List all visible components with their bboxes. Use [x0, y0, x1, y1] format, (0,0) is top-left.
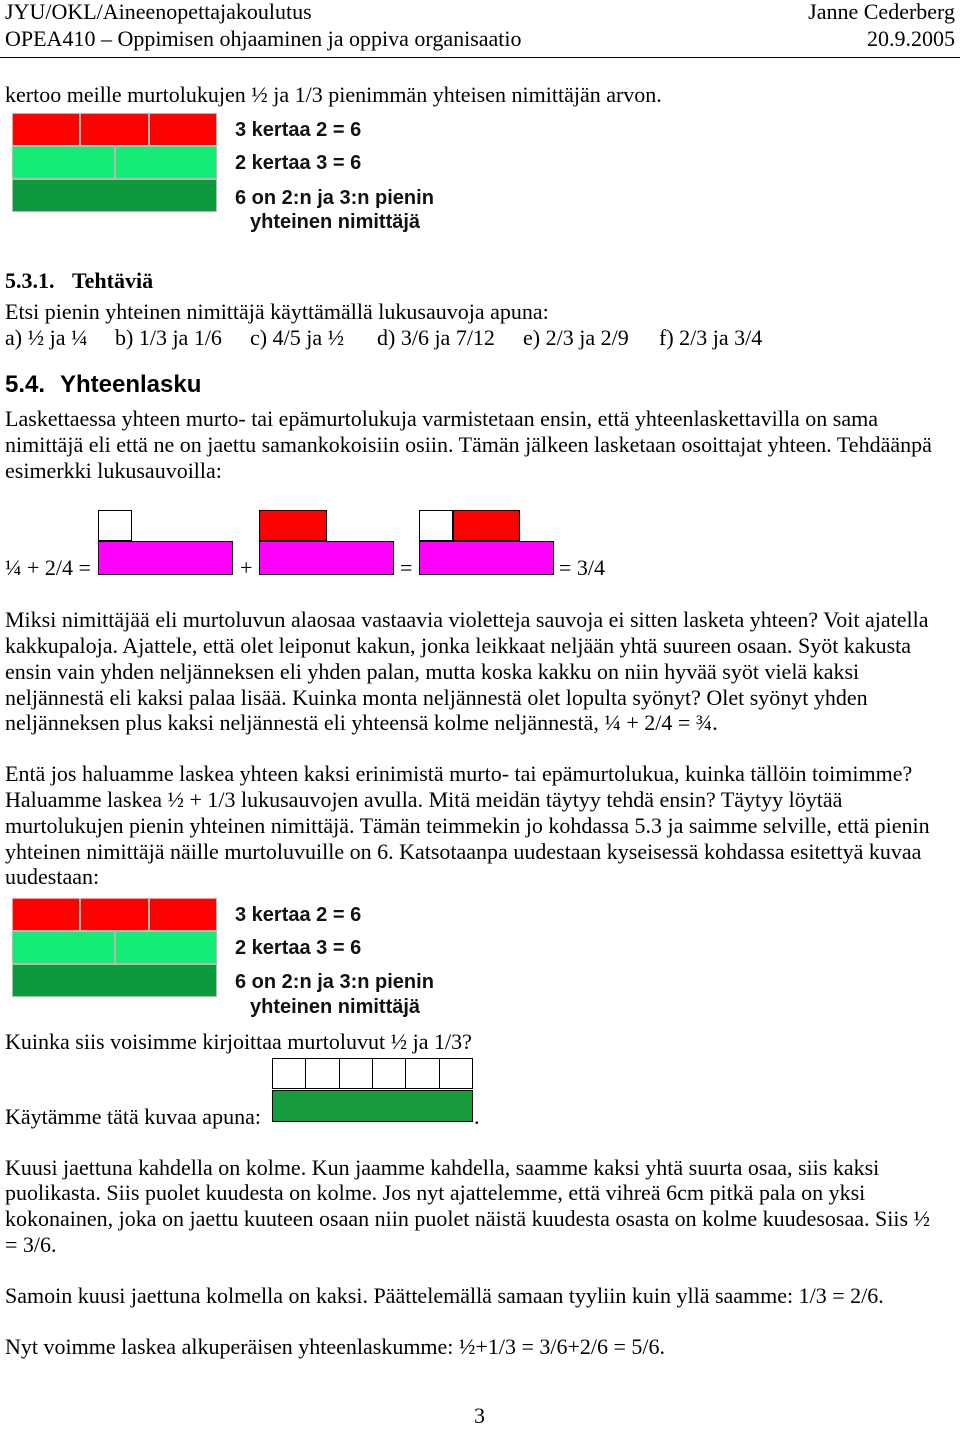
denominator-rod	[419, 541, 554, 575]
paragraph-line: neljännestä eli kaksi palaa lisää. Kuinka monta neljännestä olet lopulta syönyt? Olet syönyt yhden	[5, 685, 868, 710]
whole-rod	[272, 1090, 473, 1122]
sixth-cell	[439, 1058, 473, 1089]
question-line: Kuinka siis voisimme kirjoittaa murtoluvut ½ ja 1/3?	[5, 1029, 472, 1054]
lcd-label: yhteinen nimittäjä	[250, 996, 421, 1018]
numerator-row	[419, 510, 555, 541]
numerator-rod	[259, 510, 327, 541]
header-rule	[0, 57, 960, 58]
denominator-rod	[259, 541, 394, 575]
numerator-rod	[419, 510, 453, 541]
sixth-cell	[305, 1058, 339, 1089]
paragraph-line: Nyt voimme laskea alkuperäisen yhteenlaskumme: ½+1/3 = 3/6+2/6 = 5/6.	[5, 1334, 665, 1359]
lcd-label: 6 on 2:n ja 3:n pienin	[235, 971, 434, 993]
lcd-label: 6 on 2:n ja 3:n pienin	[235, 187, 434, 209]
paragraph-line: Samoin kuusi jaettuna kolmella on kaksi. Päättelemällä samaan tyyliin kuin yllä saamme: 1/3 = 2/6.	[5, 1283, 884, 1308]
section-title: Tehtäviä	[72, 268, 154, 293]
page-number: 3	[474, 1403, 485, 1428]
rod-row	[12, 113, 217, 146]
intro-line: kertoo meille murtolukujen ½ ja 1/3 pienimmän yhteisen nimittäjän arvon.	[5, 82, 662, 107]
sixth-cell	[405, 1058, 439, 1089]
numerator-rod	[98, 510, 132, 541]
equation-result: = 3/4	[559, 555, 606, 580]
fraction-rod-three-quarters	[419, 510, 555, 575]
header-institution: JYU/OKL/Aineenopettajakoulutus	[5, 0, 312, 24]
rod-segment	[12, 931, 115, 964]
exercise-item: b) 1/3 ja 1/6	[115, 325, 222, 350]
rod-segment	[80, 898, 148, 931]
paragraph-line: uudestaan:	[5, 864, 100, 889]
sixths-cell-row	[272, 1058, 473, 1089]
fraction-rod-two-quarters	[259, 510, 395, 575]
rod-segment	[115, 931, 218, 964]
numerator-row	[259, 510, 395, 541]
header-author: Janne Cederberg	[808, 0, 955, 24]
paragraph-line: = 3/6.	[5, 1232, 57, 1257]
fraction-rod-one-quarter	[98, 510, 234, 575]
fraction-rods	[12, 113, 217, 212]
rod-segment	[12, 898, 80, 931]
lcd-label: 3 kertaa 2 = 6	[235, 119, 362, 141]
equation-left: ¼ + 2/4 =	[5, 555, 91, 580]
equals-sign: =	[400, 555, 413, 580]
rod-row	[12, 964, 217, 997]
sixth-cell	[339, 1058, 373, 1089]
paragraph-line: ensin vain yhden neljänneksen eli yhden palan, mutta koska kakku on niin hyvää syöt vielä kaksi	[5, 659, 860, 684]
rod-segment	[149, 113, 217, 146]
section-number: 5.3.1.	[5, 268, 55, 293]
paragraph-line: Miksi nimittäjää eli murtoluvun alaosaa vastaavia violetteja sauvoja ei sitten lasketa yhteen? Voit ajatella	[5, 607, 929, 632]
paragraph-line: nimittäjä eli että ne on jaettu samankokoisiin osiin. Tämän jälkeen lasketaan osoittajat yhteen. Tehdäänpä	[5, 432, 932, 457]
lcd-label: 2 kertaa 3 = 6	[235, 152, 362, 174]
fraction-rods	[12, 898, 217, 997]
lcd-label: 3 kertaa 2 = 6	[235, 904, 362, 926]
exercise-item: a) ½ ja ¼	[5, 325, 88, 350]
exercise-item: e) 2/3 ja 2/9	[523, 325, 629, 350]
rod-segment	[12, 964, 217, 997]
header-date: 20.9.2005	[867, 26, 955, 51]
numerator-row	[98, 510, 234, 541]
rod-segment	[12, 146, 115, 179]
denominator-rod	[98, 541, 233, 575]
paragraph-line: puolikasta. Siis puolet kuudesta on kolme. Jos nyt ajattelemme, että vihreä 6cm pitkä pala on yksi	[5, 1180, 866, 1205]
exercise-item: d) 3/6 ja 7/12	[377, 325, 495, 350]
rod-segment	[12, 113, 80, 146]
paragraph-line: esimerkki lukusauvoilla:	[5, 458, 222, 483]
lcd-label: 2 kertaa 3 = 6	[235, 937, 362, 959]
section-number: 5.4.	[5, 371, 46, 398]
figure-trailing-period: .	[474, 1104, 480, 1129]
figure-intro: Käytämme tätä kuvaa apuna:	[5, 1104, 261, 1129]
rod-row	[12, 931, 217, 964]
paragraph-line: Entä jos haluamme laskea yhteen kaksi erinimistä murto- tai epämurtolukua, kuinka tällöin toimimme?	[5, 761, 913, 786]
rod-row	[12, 179, 217, 212]
section-title: Yhteenlasku	[60, 371, 202, 398]
paragraph-line: Haluamme laskea ½ + 1/3 lukusauvojen avulla. Mitä meidän täytyy tehdä ensin? Täytyy löytää	[5, 787, 843, 812]
paragraph-line: Laskettaessa yhteen murto- tai epämurtolukuja varmistetaan ensin, että yhteenlaskettavilla on sama	[5, 406, 878, 431]
rod-segment	[80, 113, 148, 146]
sixth-cell	[372, 1058, 406, 1089]
rod-row	[12, 898, 217, 931]
paragraph-line: kokonainen, joka on jaettu kuuteen osaan niin puolet näistä kuudesta osasta on kolme kuudesosaa. Siis ½	[5, 1206, 931, 1231]
paragraph-line: yhteinen nimittäjä näille murtoluvuille on 6. Katsotaanpa uudestaan kyseisessä kohdassa esitettyä kuvaa	[5, 839, 922, 864]
exercise-instruction: Etsi pienin yhteinen nimittäjä käyttämällä lukusauvoja apuna:	[5, 299, 549, 324]
rod-segment	[115, 146, 218, 179]
lcd-label: yhteinen nimittäjä	[250, 211, 421, 233]
exercise-item: c) 4/5 ja ½	[250, 325, 345, 350]
lcd-figure	[0, 113, 460, 235]
plus-sign: +	[240, 555, 253, 580]
sixth-cell	[272, 1058, 306, 1089]
paragraph-line: neljänneksen plus kaksi neljännestä eli yhteensä kolme neljännestä, ¼ + 2/4 = ¾.	[5, 710, 718, 735]
numerator-rod	[453, 510, 521, 541]
rod-segment	[12, 179, 217, 212]
exercise-item: f) 2/3 ja 3/4	[659, 325, 763, 350]
paragraph-line: Kuusi jaettuna kahdella on kolme. Kun jaamme kahdella, saamme kaksi yhtä suurta osaa, siis kaksi	[5, 1155, 880, 1180]
paragraph-line: kakkupaloja. Ajattele, että olet leiponut kakun, jonka leikkaat neljään yhtä suureen osaan. Syöt kakusta	[5, 633, 912, 658]
rod-segment	[149, 898, 217, 931]
sixths-figure	[272, 1058, 473, 1122]
lcd-figure	[0, 898, 460, 1020]
paragraph-line: murtolukujen pienin yhteinen nimittäjä. Tämän teimmekin jo kohdassa 5.3 ja saimme selville, että pienin	[5, 813, 930, 838]
header-course: OPEA410 – Oppimisen ohjaaminen ja oppiva organisaatio	[5, 26, 522, 51]
rod-row	[12, 146, 217, 179]
